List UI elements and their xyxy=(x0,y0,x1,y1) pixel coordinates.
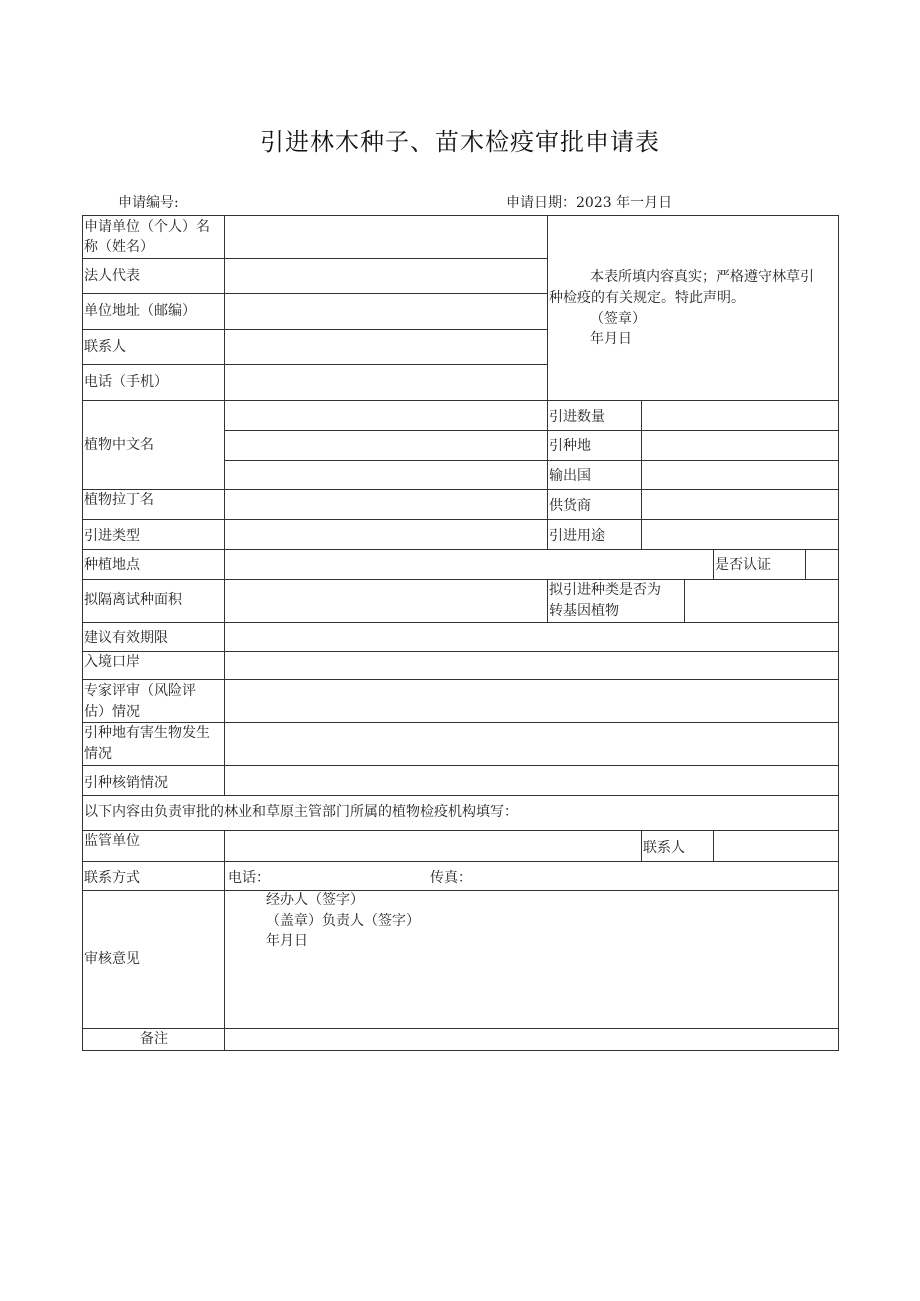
declaration-line-1: 本表所填内容真实；严格遵守林草引 xyxy=(590,269,814,285)
row-line xyxy=(82,1028,839,1029)
table-border-bottom xyxy=(82,1050,839,1051)
gmo-label-2: 转基因植物 xyxy=(549,603,619,619)
row-line xyxy=(82,519,839,520)
authority-fax-label: 传真： xyxy=(430,870,472,886)
entry-port-label: 入境口岸 xyxy=(84,654,140,670)
legal-representative-label: 法人代表 xyxy=(84,268,140,284)
gmo-label-1: 拟引进种类是否为 xyxy=(549,582,661,598)
row-line xyxy=(82,765,839,766)
applicant-name-label-1: 申请单位（个人）名 xyxy=(84,219,210,235)
gmo-value-divider xyxy=(684,579,685,622)
row-line xyxy=(82,890,839,891)
application-number-label: 申请编号: xyxy=(118,195,179,211)
pest-occurrence-label-1: 引种地有害生物发生 xyxy=(84,725,210,741)
expert-review-label-2: 估）情况 xyxy=(84,704,140,720)
certified-label: 是否认证 xyxy=(715,557,771,573)
row-line xyxy=(82,622,839,623)
plant-value-divider xyxy=(641,401,642,549)
review-opinion-label: 审核意见 xyxy=(84,951,140,967)
row-line xyxy=(82,400,839,401)
row-line xyxy=(82,489,839,490)
contact-person-label: 联系人 xyxy=(84,339,126,355)
supplier-label: 供货商 xyxy=(549,498,591,514)
import-purpose-label: 引进用途 xyxy=(549,528,605,544)
authority-note: 以下内容由负责审批的林业和草原主管部门所属的植物检疫机构填写： xyxy=(84,804,518,820)
authority-phone-label: 电话： xyxy=(228,870,270,886)
origin-label: 引种地 xyxy=(549,438,591,454)
declaration-line-2: 种检疫的有关规定。特此声明。 xyxy=(549,290,745,306)
supervisor-unit-label: 监管单位 xyxy=(84,833,140,849)
label-column-divider-lower xyxy=(224,830,225,1051)
declaration-seal: （签章） xyxy=(590,311,646,327)
applicant-name-label-2: 称（姓名） xyxy=(84,239,154,255)
row-line xyxy=(82,830,839,831)
validity-period-label: 建议有效期限 xyxy=(84,630,168,646)
plant-latin-name-label: 植物拉丁名 xyxy=(84,492,154,508)
stamp-head-signature: （盖章）负责人（签字） xyxy=(266,913,420,929)
supervisor-contact-value-divider xyxy=(713,830,714,861)
review-date: 年月日 xyxy=(266,933,308,949)
expert-review-label-1: 专家评审（风险评 xyxy=(84,683,196,699)
row-line xyxy=(82,651,839,652)
row-line xyxy=(82,861,839,862)
row-line xyxy=(82,258,548,259)
row-line xyxy=(82,549,839,550)
form-title: 引进林木种子、苗木检疫审批申请表 xyxy=(260,128,660,156)
application-date: 申请日期：2023 年一月日 xyxy=(506,195,673,211)
plant-chinese-name-label: 植物中文名 xyxy=(84,437,154,453)
gmo-divider xyxy=(547,579,548,622)
row-line xyxy=(82,679,839,680)
pest-occurrence-label-2: 情况 xyxy=(84,746,112,762)
table-border-top xyxy=(82,215,839,216)
phone-label: 电话（手机） xyxy=(84,374,168,390)
import-type-label: 引进类型 xyxy=(84,528,140,544)
row-line xyxy=(82,293,548,294)
certified-value-divider xyxy=(805,549,806,579)
row-line xyxy=(224,430,838,431)
row-line xyxy=(82,579,839,580)
plant-middle-divider xyxy=(547,401,548,549)
row-line xyxy=(82,364,548,365)
row-line xyxy=(82,795,839,796)
certified-divider xyxy=(713,549,714,579)
import-quantity-label: 引进数量 xyxy=(549,409,605,425)
address-label: 单位地址（邮编） xyxy=(84,303,196,319)
verification-label: 引种核销情况 xyxy=(84,775,168,791)
remarks-label: 备注 xyxy=(140,1031,168,1047)
row-line xyxy=(224,460,838,461)
planting-site-label: 种植地点 xyxy=(84,557,140,573)
row-line xyxy=(82,329,548,330)
declaration-date: 年月日 xyxy=(590,331,632,347)
label-column-divider xyxy=(224,215,225,795)
quarantine-area-label: 拟隔离试种面积 xyxy=(84,592,182,608)
handler-signature: 经办人（签字） xyxy=(266,892,364,908)
authority-contact-label: 联系人 xyxy=(643,840,685,856)
declaration-divider xyxy=(547,215,548,401)
table-border-right xyxy=(838,215,839,1051)
table-border-left xyxy=(82,215,83,1051)
export-country-label: 输出国 xyxy=(549,468,591,484)
contact-method-label: 联系方式 xyxy=(84,870,140,886)
supervisor-contact-divider xyxy=(641,830,642,861)
